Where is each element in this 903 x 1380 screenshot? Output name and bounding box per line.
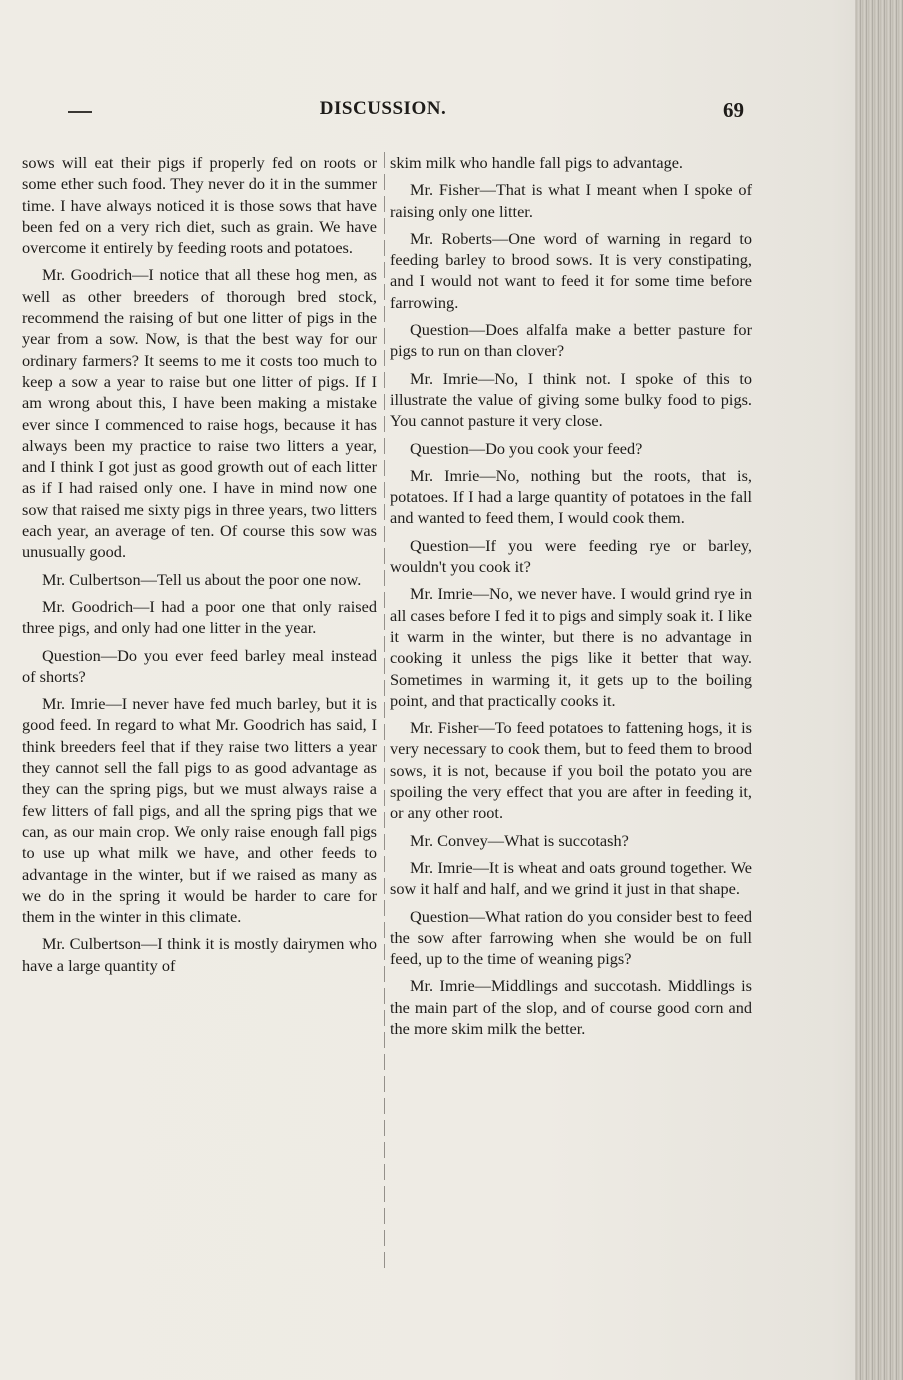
paragraph: Mr. Imrie—It is wheat and oats ground together. We sow it half and half, and we grind it just in that shape. [390,857,752,899]
paragraph: Mr. Convey—What is succotash? [410,830,629,850]
left-column [22,152,377,982]
paragraph: Mr. Fisher—To feed potatoes to fattening hogs, it is very necessary to cook them, but to feed them to brood sows, it is not, because if you boil the potato you are spoiling the very effect that you are after in feeding it, or any other root. [390,718,752,823]
column-divider [384,152,385,1272]
paragraph: Question—What ration do you consider best to feed the sow after farrowing when she would be on full feed, up to the time of weaning pigs? [390,906,752,969]
paragraph: Mr. Culbertson—I think it is mostly dairymen who have a large quantity of [22,934,377,975]
paragraph: Mr. Goodrich—I had a poor one that only raised three pigs, and only had one litter in the year. [22,596,377,638]
page-number: 69 [723,98,744,122]
paragraph: sows will eat their pigs if properly fed on roots or some ether such food. They never do it in the summer time. I have always noticed it is those sows that have been fed on a very rich diet, such as grain. We have overcome it entirely by feeding roots and potatoes. [22,153,377,258]
paragraph: Question—Do you ever feed barley meal instead of shorts? [22,645,377,686]
running-title: DISCUSSION. [319,98,447,119]
paragraph: Mr. Goodrich—I notice that all these hog men, as well as other breeders of thorough bred stock, recommend the raising of but one litter of pigs in the year from a sow. Now, is that the best way for our ordinary farmers? It seems to me it costs too much to keep a sow a year to raise but one litter of pigs. If I am wrong about this, I have been making a mistake ever since I commenced to raise hogs, because it has always been my practice to raise two litters a year, and I think I got just as good growth out of each litter as if I had raised only one. I have in mind now one sow that raised me sixty pigs in three years, two litters each year, an average of ten. Of course this sow was unusually good. [22,265,377,562]
paragraph: Mr. Imrie—No, we never have. I would grind rye in all cases before I fed it to pigs and simply soak it. I like it warm in the winter, but there is no advantage in cooking it unless the pigs like it better that way. Sometimes in warming it, it gets up to the boiling point, and that practically cooks it. [390,584,752,710]
page-header [22,98,744,128]
paragraph: Question—Do you cook your feed? [410,438,643,458]
paragraph: skim milk who handle fall pigs to advantage. [390,153,684,172]
paragraph: Mr. Fisher—That is what I meant when I spoke of raising only one litter. [390,180,752,221]
paragraph: Mr. Culbertson—Tell us about the poor one now. [42,569,362,589]
paragraph: Question—If you were feeding rye or barley, wouldn't you cook it? [390,535,752,577]
paragraph: Mr. Imrie—No, I think not. I spoke of this to illustrate the value of giving some bulky food to pigs. You cannot pasture it very close. [390,368,752,431]
paragraph: Mr. Imrie—I never have fed much barley, but it is good feed. In regard to what Mr. Goodrich has said, I think breeders feel that if they raise two litters a year they cannot sell the fall pigs to as good advantage as they can the spring pigs, but we must always raise a few litters of fall pigs, and all the spring pigs that we can, as our main crop. We only raise enough fall pigs to use up what milk we have, and other feeds to advantage in the winter, but if we raised as many as we do in the spring it would be harder to care for them in the winter in this climate. [22,694,377,927]
paragraph: Mr. Roberts—One word of warning in regard to feeding barley to brood sows. It is very constipating, and I would not want to feed it for some time before farrowing. [390,228,752,312]
paragraph: Question—Does alfalfa make a better pasture for pigs to run on than clover? [390,320,752,361]
book-gutter [855,0,903,1380]
paragraph: Mr. Imrie—No, nothing but the roots, that is, potatoes. If I had a large quantity of potatoes in the fall and wanted to feed them, I would cook them. [390,465,752,528]
paragraph: Mr. Imrie—Middlings and succotash. Middlings is the main part of the slop, and of course good corn and the more skim milk the better. [390,976,752,1038]
right-column [390,152,752,1045]
